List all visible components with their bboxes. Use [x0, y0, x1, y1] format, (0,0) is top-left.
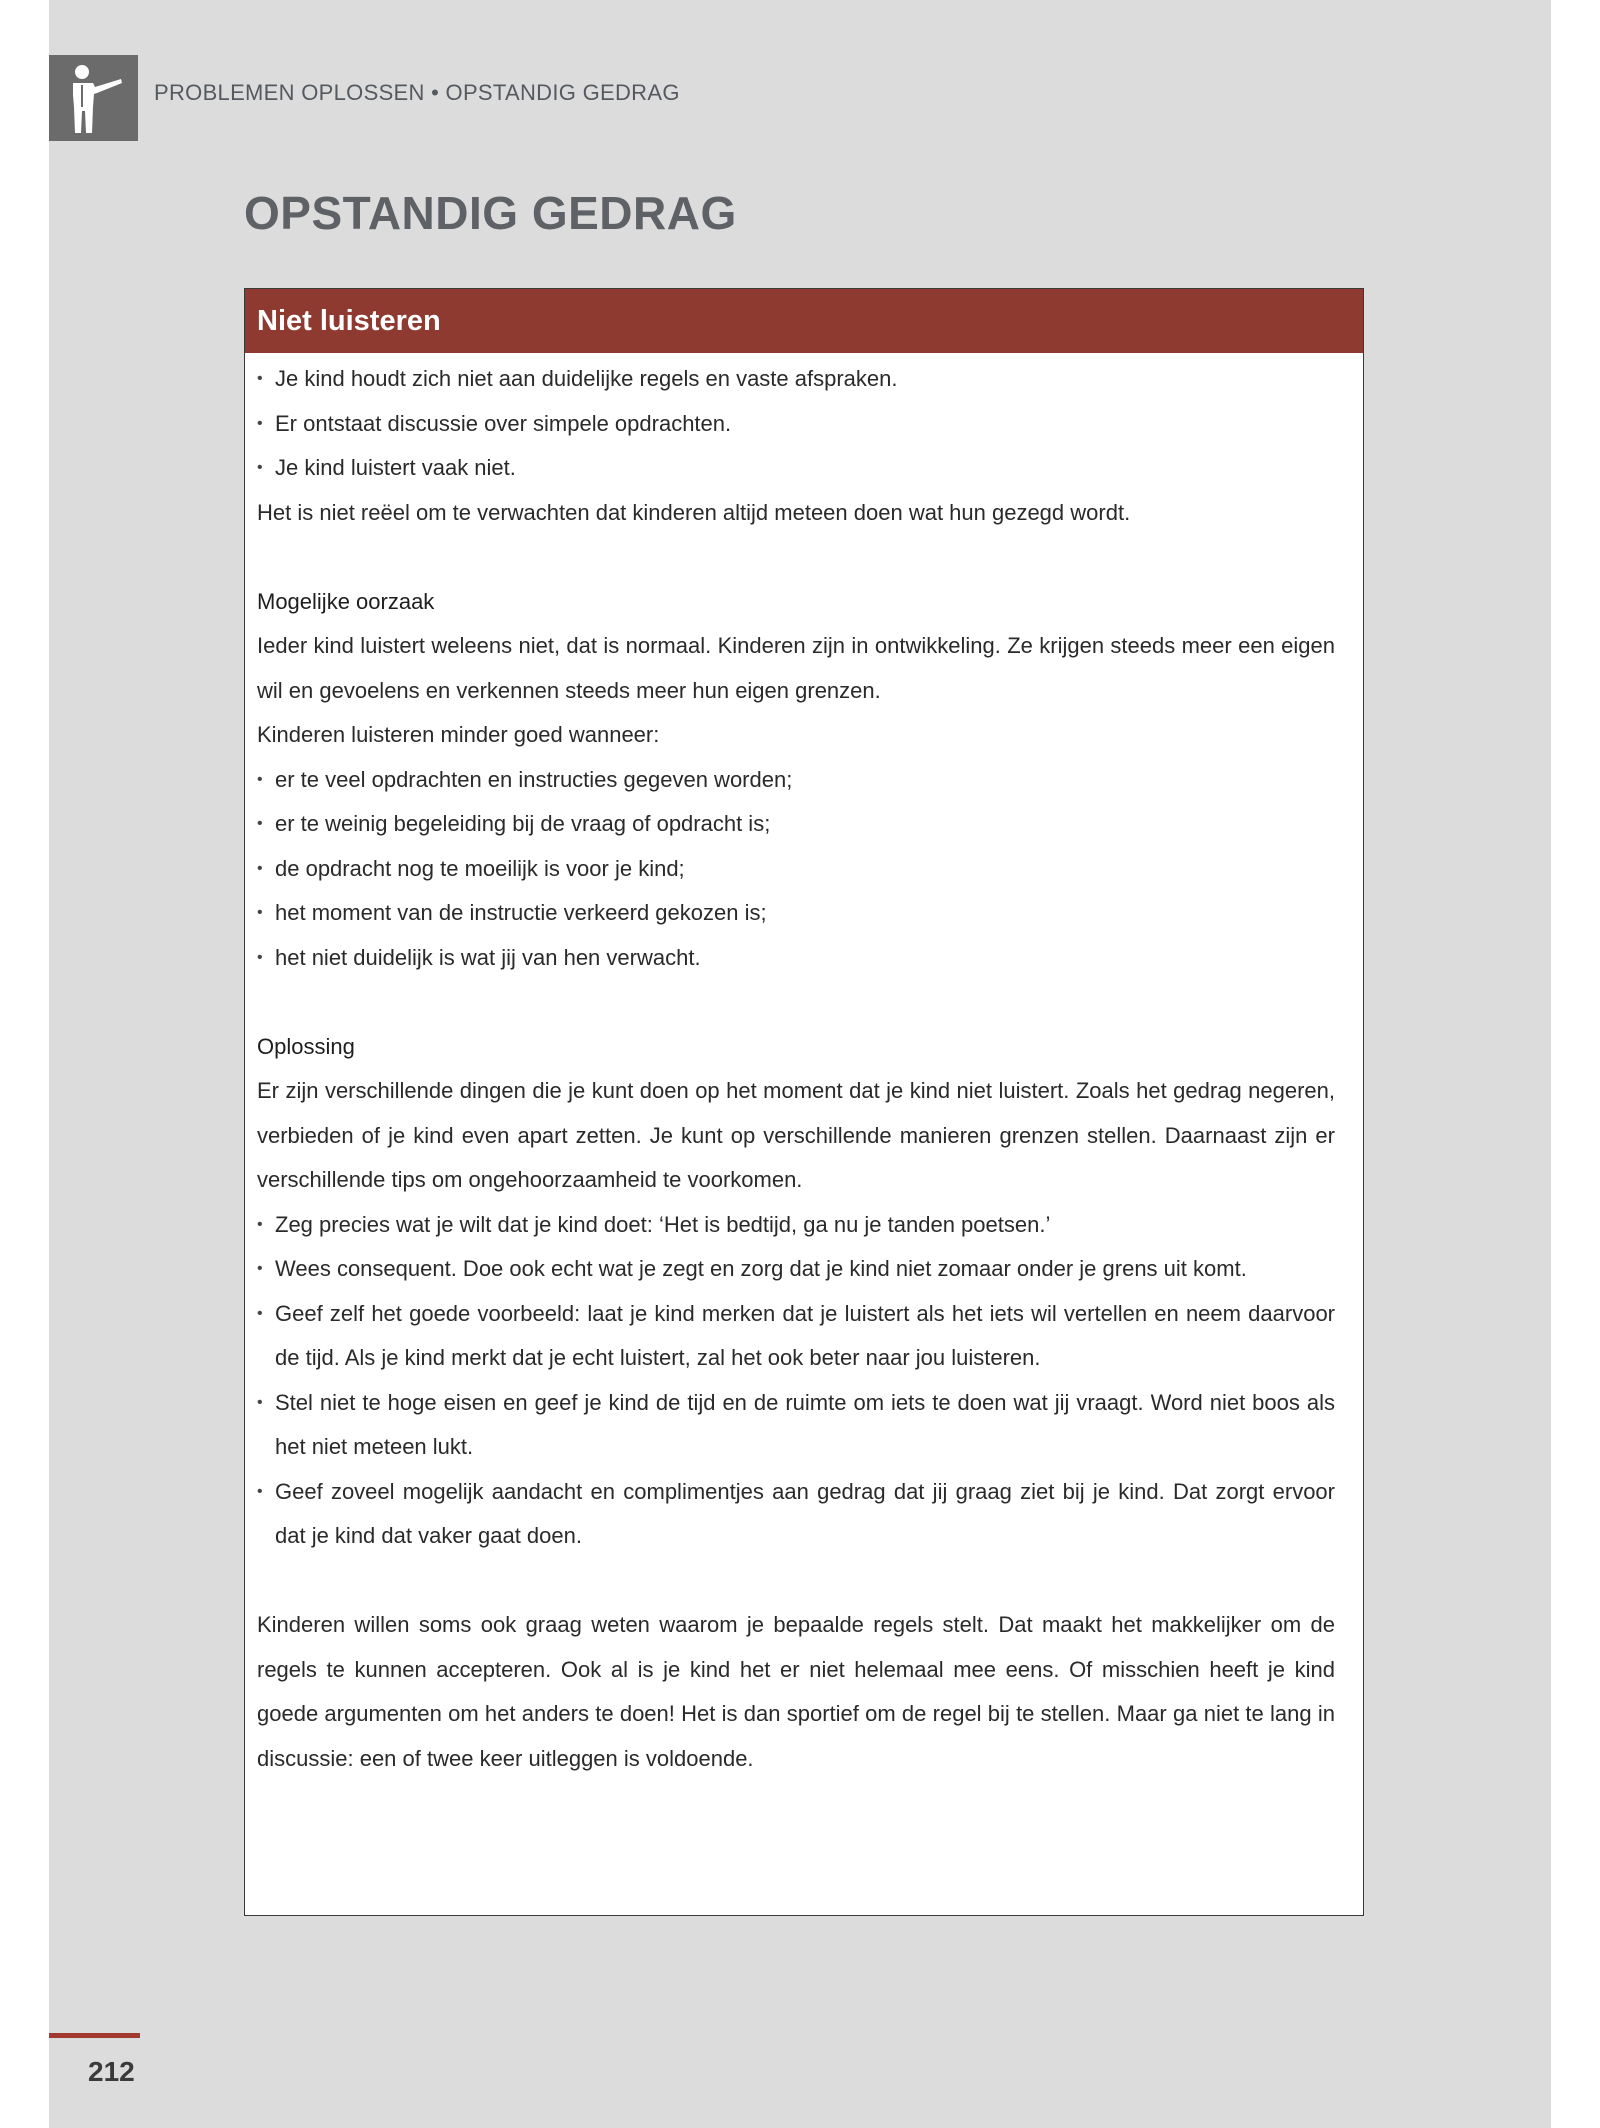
header-icon-box	[49, 55, 138, 141]
solution-text: Er zijn verschillende dingen die je kunt doen op het moment dat je kind niet luistert. Zoals het gedrag negeren, verbieden of je kind even apart zetten. Je kunt op verschillende manieren grenzen stellen. Daarnaast zijn er verschillende tips om ongehoorzaamheid te voorkomen.	[257, 1078, 1335, 1192]
cause-lead: Kinderen luisteren minder goed wanneer:	[257, 722, 660, 747]
solution-heading: Oplossing	[257, 1033, 355, 1059]
solution-bullet: • Geef zoveel mogelijk aandacht en complimentjes aan gedrag dat jij graag ziet bij je kind. Dat zorgt ervoor dat je kind dat vaker gaat doen.	[257, 1470, 1335, 1559]
cause-bullet: • het moment van de instructie verkeerd gekozen is;	[257, 891, 1335, 936]
cause-heading: Mogelijke oorzaak	[257, 588, 435, 614]
solution-bullet: • Zeg precies wat je wilt dat je kind doet: ‘Het is bedtijd, ga nu je tanden poetsen.’	[257, 1203, 1335, 1248]
cause-bullet: • er te weinig begeleiding bij de vraag of opdracht is;	[257, 802, 1335, 847]
intro-bullet: • Er ontstaat discussie over simpele opdrachten.	[257, 402, 1335, 447]
solution-bullet: • Wees consequent. Doe ook echt wat je zegt en zorg dat je kind niet zomaar onder je grens uit komt.	[257, 1247, 1335, 1292]
box-header	[245, 289, 1363, 353]
closing-text: Kinderen willen soms ook graag weten waarom je bepaalde regels stelt. Dat maakt het makkelijker om de regels te kunnen accepteren. Ook al is je kind het er niet helemaal mee eens. Of misschien heeft je kind goede argumenten om het anders te doen! Het is dan sportief om de regel bij te stellen. Maar ga niet te lang in discussie: een of twee keer uitleggen is voldoende.	[257, 1612, 1335, 1771]
info-box	[244, 288, 1364, 1916]
box-title: Niet luisteren	[257, 304, 441, 337]
spacer	[257, 535, 1335, 580]
intro-text: Het is niet reëel om te verwachten dat kinderen altijd meteen doen wat hun gezegd wordt.	[257, 499, 1131, 525]
spacer	[257, 980, 1335, 1025]
person-pointing-icon	[49, 55, 138, 141]
cause-text: Ieder kind luistert weleens niet, dat is normaal. Kinderen zijn in ontwikkeling. Ze krijgen steeds meer een eigen wil en gevoelens en verkennen steeds meer hun eigen grenzen.	[257, 633, 1335, 703]
breadcrumb: PROBLEMEN OPLOSSEN • OPSTANDIG GEDRAG	[154, 80, 680, 105]
page-number: 212	[88, 2056, 135, 2087]
intro-bullet: • Je kind houdt zich niet aan duidelijke regels en vaste afspraken.	[257, 357, 1335, 402]
solution-bullet: • Geef zelf het goede voorbeeld: laat je kind merken dat je luistert als het iets wil vertellen en neem daarvoor de tijd. Als je kind merkt dat je echt luistert, zal het ook beter naar jou luisteren.	[257, 1292, 1335, 1381]
box-body	[245, 353, 1363, 1781]
solution-bullet: • Stel niet te hoge eisen en geef je kind de tijd en de ruimte om iets te doen wat jij vraagt. Word niet boos als het niet meteen lukt.	[257, 1381, 1335, 1470]
footer-rule	[49, 2033, 140, 2038]
spacer	[257, 1559, 1335, 1604]
cause-bullet: • de opdracht nog te moeilijk is voor je kind;	[257, 847, 1335, 892]
page-title: OPSTANDIG GEDRAG	[244, 187, 737, 239]
cause-bullet: • het niet duidelijk is wat jij van hen verwacht.	[257, 936, 1335, 981]
intro-bullet: • Je kind luistert vaak niet.	[257, 446, 1335, 491]
cause-bullet: • er te veel opdrachten en instructies gegeven worden;	[257, 758, 1335, 803]
